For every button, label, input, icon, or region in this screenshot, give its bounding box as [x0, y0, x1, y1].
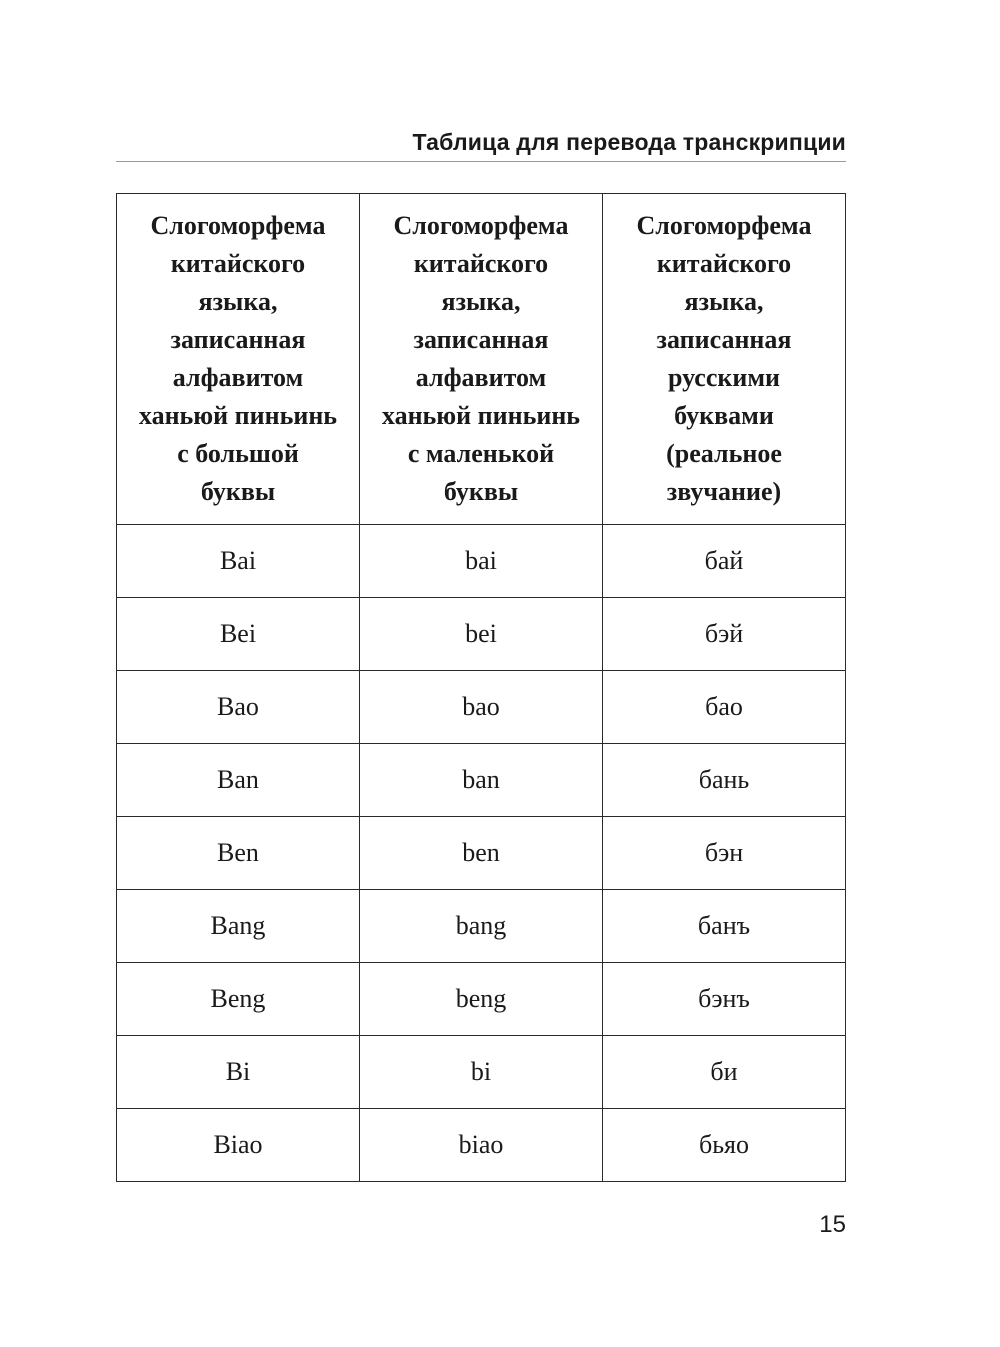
- table-row: [117, 1036, 846, 1109]
- cell-russian: бэнъ: [603, 963, 846, 1036]
- cell-pinyin-capital: Ban: [117, 744, 360, 817]
- cell-pinyin-lowercase: bi: [360, 1036, 603, 1109]
- cell-pinyin-lowercase: ben: [360, 817, 603, 890]
- running-head-title: Таблица для перевода транскрипции: [412, 129, 846, 155]
- table-row: [117, 963, 846, 1036]
- column-header-pinyin-capital: [117, 194, 360, 525]
- cell-pinyin-lowercase: beng: [360, 963, 603, 1036]
- table-row: [117, 671, 846, 744]
- table-body: [117, 525, 846, 1182]
- column-header-pinyin-lowercase: [360, 194, 603, 525]
- cell-pinyin-capital: Bai: [117, 525, 360, 598]
- column-header-russian-text: Слогоморфема китайского языка, записанная русскими буквами (реальное звучание): [636, 211, 812, 506]
- cell-pinyin-lowercase: ban: [360, 744, 603, 817]
- cell-russian: бао: [603, 671, 846, 744]
- cell-russian: банъ: [603, 890, 846, 963]
- table-row: [117, 1109, 846, 1182]
- cell-pinyin-capital: Biao: [117, 1109, 360, 1182]
- cell-pinyin-lowercase: bai: [360, 525, 603, 598]
- cell-russian: бань: [603, 744, 846, 817]
- cell-russian: бьяо: [603, 1109, 846, 1182]
- table-row: [117, 817, 846, 890]
- cell-pinyin-lowercase: bang: [360, 890, 603, 963]
- header-divider: [116, 161, 846, 162]
- table-row: [117, 525, 846, 598]
- transcription-table: [116, 193, 846, 1182]
- cell-pinyin-capital: Beng: [117, 963, 360, 1036]
- cell-pinyin-capital: Bang: [117, 890, 360, 963]
- cell-russian: би: [603, 1036, 846, 1109]
- table-row: [117, 890, 846, 963]
- cell-pinyin-capital: Bi: [117, 1036, 360, 1109]
- column-header-russian: [603, 194, 846, 525]
- cell-pinyin-lowercase: bei: [360, 598, 603, 671]
- cell-pinyin-lowercase: bao: [360, 671, 603, 744]
- cell-pinyin-capital: Bei: [117, 598, 360, 671]
- cell-russian: бэн: [603, 817, 846, 890]
- column-header-pinyin-lowercase-text: Слогоморфема китайского языка, записанная алфавитом ханьюй пиньинь с маленькой буквы: [381, 211, 581, 506]
- page-number: 15: [819, 1211, 846, 1238]
- cell-pinyin-capital: Bao: [117, 671, 360, 744]
- table-row: [117, 744, 846, 817]
- column-header-pinyin-capital-text: Слогоморфема китайского языка, записанная алфавитом ханьюй пиньинь с большой буквы: [138, 211, 338, 506]
- table-row: [117, 598, 846, 671]
- header-row: [117, 194, 846, 525]
- cell-russian: бай: [603, 525, 846, 598]
- table-header: [117, 194, 846, 525]
- cell-pinyin-lowercase: biao: [360, 1109, 603, 1182]
- cell-russian: бэй: [603, 598, 846, 671]
- cell-pinyin-capital: Ben: [117, 817, 360, 890]
